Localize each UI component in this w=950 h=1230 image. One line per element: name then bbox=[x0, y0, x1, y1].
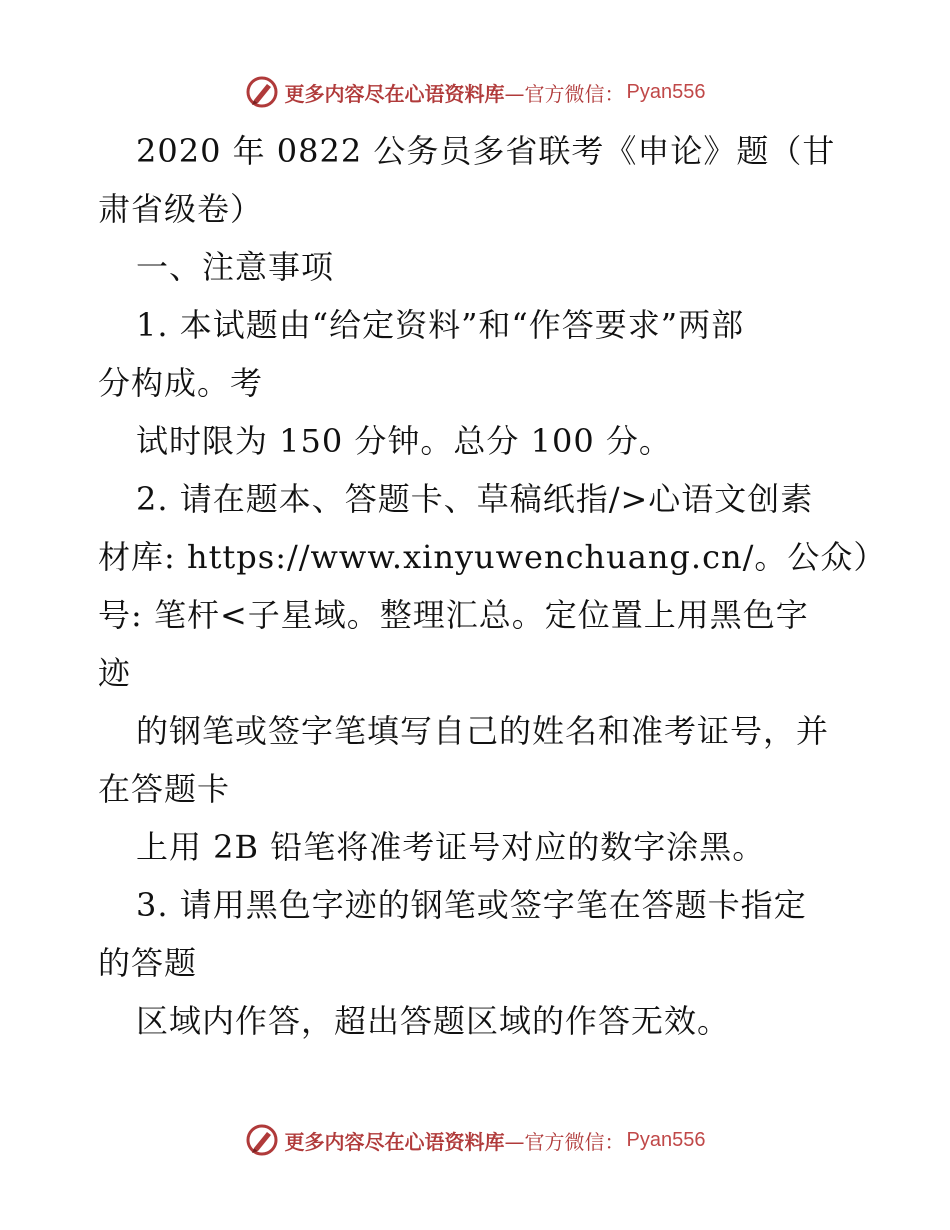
doc-line: 1. 本试题由“给定资料”和“作答要求”两部 bbox=[136, 306, 745, 344]
banner-wechat-id: Pyan556 bbox=[626, 1128, 706, 1151]
doc-line: 的钢笔或签字笔填写自己的姓名和准考证号，并 bbox=[136, 712, 830, 750]
doc-line: 号: 笔杆<子星域。整理汇总。定位置上用黑色字 bbox=[98, 596, 809, 634]
footer-watermark-banner bbox=[0, 1118, 950, 1162]
banner-text: 更多内容尽在心语资料库 bbox=[284, 81, 505, 106]
doc-line: 在答题卡 bbox=[98, 770, 231, 808]
banner-separator: —官方微信： bbox=[504, 81, 625, 106]
doc-line: 上用 2B 铅笔将准考证号对应的数字涂黑。 bbox=[136, 828, 766, 866]
doc-line: 的答题 bbox=[98, 944, 198, 982]
doc-line: 分构成。考 bbox=[98, 364, 264, 402]
banner-text: 更多内容尽在心语资料库 bbox=[284, 1129, 505, 1154]
header-watermark-banner bbox=[0, 70, 950, 114]
document-body bbox=[98, 122, 887, 1050]
doc-line: 试时限为 150 分钟。总分 100 分。 bbox=[136, 422, 672, 460]
doc-line: 2. 请在题本、答题卡、草稿纸指/>心语文创素 bbox=[136, 480, 814, 518]
doc-line: 材库: https://www.xinyuwenchuang.cn/。公众） bbox=[98, 538, 887, 576]
banner-wechat-id: Pyan556 bbox=[626, 80, 706, 103]
banner-separator: —官方微信： bbox=[504, 1129, 625, 1154]
pen-circle-logo-icon bbox=[245, 1123, 279, 1157]
doc-line: 迹 bbox=[98, 654, 132, 692]
section-heading: 一、注意事项 bbox=[136, 248, 335, 286]
doc-line: 区域内作答，超出答题区域的作答无效。 bbox=[136, 1002, 731, 1040]
doc-title-line-2: 肃省级卷） bbox=[98, 190, 264, 228]
doc-title-line-1: 2020 年 0822 公务员多省联考《申论》题（甘 bbox=[136, 132, 836, 170]
doc-line: 3. 请用黑色字迹的钢笔或签字笔在答题卡指定 bbox=[136, 886, 807, 924]
pen-circle-logo-icon bbox=[245, 75, 279, 109]
